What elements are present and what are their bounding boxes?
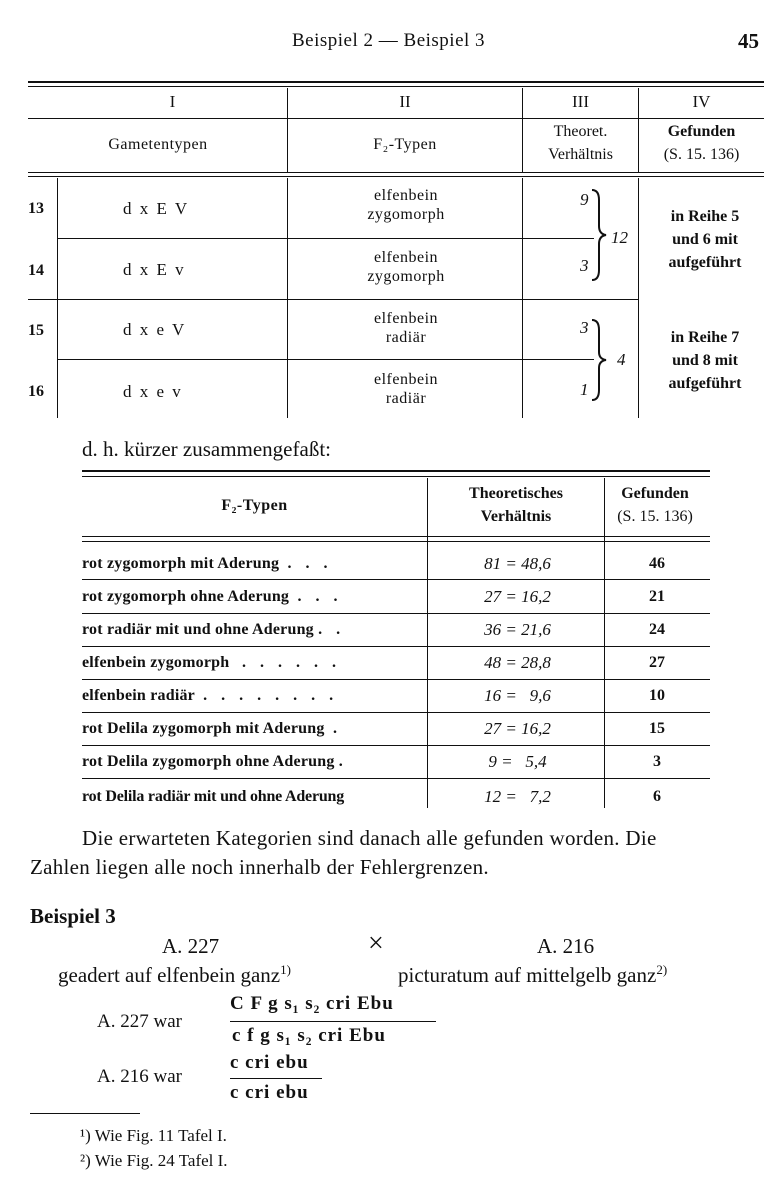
- gamete-type: d x e V: [123, 320, 187, 339]
- formula-2-denominator: c cri ebu: [230, 1082, 309, 1103]
- footnote-text: Wie Fig. 24 Tafel I.: [94, 1151, 228, 1170]
- found-note-line: aufgeführt: [668, 254, 742, 271]
- paragraph-line-1: Die erwarteten Kategorien sind danach alle gefunden worden. Die: [82, 826, 657, 850]
- f2-type-line2: zygomorph: [367, 206, 445, 223]
- table-row-found: 10: [649, 687, 665, 704]
- leader-dots: . . . . . .: [241, 654, 341, 671]
- table-row-found: 46: [649, 555, 665, 572]
- table2-header-seite: (S. 15. 136): [617, 508, 693, 525]
- table2-row-divider: [82, 679, 710, 680]
- row-label-text: rot Delila zygomorph mit Aderung: [82, 720, 325, 737]
- table2-header-f2: F₂-Typen: [221, 497, 288, 514]
- ratio-value: 3: [580, 256, 589, 275]
- table-row-label: [82, 588, 343, 606]
- footnote-rule: [30, 1113, 140, 1114]
- table2-top-rule-thin: [82, 476, 710, 477]
- table-row-ratio: 27 = 16,2: [484, 587, 551, 606]
- table-row-label: [82, 621, 345, 639]
- table-row-found: 24: [649, 621, 665, 638]
- table1-header-divider: [28, 118, 764, 119]
- footnote-2: [80, 1151, 228, 1171]
- found-note-2: [640, 326, 770, 395]
- table-row-found: 27: [649, 654, 665, 671]
- col-number-III: III: [572, 92, 589, 111]
- footnote-mark: ¹): [80, 1126, 91, 1145]
- table1-row-divider: [57, 359, 594, 360]
- row-label-text: elfenbein radiär: [82, 687, 195, 704]
- cross-symbol: ×: [368, 928, 384, 959]
- table-row-label: [82, 654, 341, 672]
- summary-intro: d. h. kürzer zusammengefaßt:: [82, 437, 331, 461]
- table2-row-divider: [82, 579, 710, 580]
- description-text: geadert auf elfenbein ganz: [58, 963, 281, 987]
- parent-2-description: [398, 962, 667, 988]
- header-gametentypen: Gametentypen: [108, 136, 208, 153]
- formula-2-label: A. 216 war: [97, 1066, 182, 1087]
- fraction-bar: [230, 1021, 436, 1022]
- running-head: Beispiel 2 — Beispiel 3: [292, 30, 486, 51]
- f2-type-line1: elfenbein: [373, 371, 439, 388]
- table-row-ratio: 9 = 5,4: [488, 752, 547, 771]
- table2-row-divider: [82, 712, 710, 713]
- gamete-type: d x E v: [123, 260, 186, 279]
- parent-1-description: [58, 962, 291, 988]
- header-theoret: Theoret.: [553, 123, 608, 140]
- table2-row-divider: [82, 646, 710, 647]
- row-label-text: elfenbein zygomorph: [82, 654, 230, 671]
- table-row-found: 21: [649, 588, 665, 605]
- page-number: 45: [738, 29, 759, 53]
- f2-type-line2: zygomorph: [367, 268, 445, 285]
- table2-row-divider: [82, 745, 710, 746]
- f2-type-line1: elfenbein: [373, 310, 439, 327]
- leader-dots: . .: [318, 621, 346, 638]
- row-number: 14: [28, 262, 44, 279]
- table-row-ratio: 36 = 21,6: [484, 620, 551, 639]
- col-number-I: I: [169, 92, 176, 111]
- ratio-value: 1: [580, 380, 589, 399]
- table-row-label: [82, 687, 338, 705]
- found-note-line: in Reihe 7: [670, 329, 740, 346]
- table-row-ratio: 16 = 9,6: [484, 686, 551, 705]
- table1-top-rule: [28, 81, 764, 83]
- ratio-value: 9: [580, 190, 589, 209]
- group-sum: 12: [611, 228, 628, 247]
- table-row-label: [82, 753, 348, 771]
- found-note-line: und 8 mit: [672, 352, 738, 369]
- table1-body-divider: [638, 178, 639, 418]
- footnote-text: Wie Fig. 11 Tafel I.: [94, 1126, 227, 1145]
- table2-header-rule: [82, 536, 710, 537]
- table1-top-rule-thin: [28, 86, 764, 87]
- table-row-found: 6: [653, 788, 661, 805]
- table1-header-bottom-rule-thin: [28, 176, 764, 177]
- table2-header-gefunden: Gefunden: [621, 485, 689, 502]
- row-number: 15: [28, 322, 44, 339]
- row-number: 16: [28, 383, 44, 400]
- row-label-text: rot Delila zygomorph ohne Aderung: [82, 753, 335, 770]
- row-number: 13: [28, 200, 44, 217]
- footnote-ref: 1): [280, 962, 291, 977]
- col-number-II: II: [399, 92, 411, 111]
- row-label-text: rot zygomorph ohne Aderung: [82, 588, 290, 605]
- table-row-ratio: 48 = 28,8: [484, 653, 551, 672]
- table-row-found: 15: [649, 720, 665, 737]
- ratio-value: 3: [580, 318, 589, 337]
- col-number-IV: IV: [692, 92, 711, 111]
- table2-row-divider: [82, 778, 710, 779]
- formula-1-numerator: C F g s₁ s₂ cri Ebu: [230, 993, 394, 1014]
- fraction-bar: [230, 1078, 322, 1079]
- f2-type-line2: radiär: [385, 329, 427, 346]
- table-row-found: 3: [653, 753, 661, 770]
- table-row-label: [82, 788, 344, 806]
- brace-group-1: [590, 188, 610, 282]
- table2-header-theor: Theoretisches: [469, 485, 563, 502]
- group-sum: 4: [617, 350, 626, 369]
- formula-1-denominator: c f g s₁ s₂ cri Ebu: [232, 1025, 386, 1046]
- header-seite: (S. 15. 136): [663, 146, 740, 163]
- leader-dots: . . .: [287, 555, 333, 572]
- table-row-ratio: 27 = 16,2: [484, 719, 551, 738]
- gamete-type: d x e v: [123, 382, 183, 401]
- table2-header-rule-thin: [82, 541, 710, 542]
- header-f2-typen: F₂-Typen: [373, 136, 437, 153]
- leader-dots: . . . . . . . .: [203, 687, 339, 704]
- leader-dots: . . .: [297, 588, 343, 605]
- table1-body-divider: [287, 178, 288, 418]
- leader-dots: .: [332, 720, 342, 737]
- table2-header-verhaeltnis: Verhältnis: [480, 508, 552, 525]
- header-verhaeltnis: Verhältnis: [548, 146, 613, 163]
- found-note-1: [640, 205, 770, 274]
- f2-type-line2: radiär: [385, 390, 427, 407]
- footnote-mark: ²): [80, 1151, 91, 1170]
- table1-header-bottom-rule: [28, 172, 764, 173]
- found-note-line: und 6 mit: [672, 231, 738, 248]
- found-note-line: aufgeführt: [668, 375, 742, 392]
- found-note-line: in Reihe 5: [670, 208, 740, 225]
- parent-2: A. 216: [537, 934, 595, 958]
- row-label-text: rot zygomorph mit Aderung: [82, 555, 280, 572]
- section-heading: Beispiel 3: [30, 904, 116, 928]
- table1-body-divider: [57, 178, 58, 418]
- table1-group-divider: [28, 299, 638, 300]
- table2-top-rule: [82, 470, 710, 472]
- formula-2-numerator: c cri ebu: [230, 1052, 309, 1073]
- table1-row-divider: [57, 238, 594, 239]
- f2-type-line1: elfenbein: [373, 187, 439, 204]
- table-row-label: [82, 720, 342, 738]
- table-row-ratio: 12 = 7,2: [484, 787, 551, 806]
- table2-row-divider: [82, 613, 710, 614]
- f2-type-line1: elfenbein: [373, 249, 439, 266]
- table-row-label: [82, 555, 333, 573]
- header-gefunden: Gefunden: [667, 123, 736, 140]
- row-label-text: rot radiär mit und ohne Aderung: [82, 621, 314, 638]
- table-row-ratio: 81 = 48,6: [484, 554, 551, 573]
- table1-body-divider: [522, 178, 523, 418]
- description-text: picturatum auf mittelgelb ganz: [398, 963, 657, 987]
- parent-1: A. 227: [162, 934, 220, 958]
- gamete-type: d x E V: [123, 199, 190, 218]
- leader-dots: .: [338, 753, 348, 770]
- paragraph-line-2: Zahlen liegen alle noch innerhalb der Fehlergrenzen.: [30, 855, 489, 879]
- formula-1-label: A. 227 war: [97, 1011, 182, 1032]
- brace-group-2: [590, 318, 610, 402]
- table2-col-divider: [427, 478, 428, 808]
- row-label-text: rot Delila radiär mit und ohne Aderung: [82, 788, 345, 805]
- footnote-1: [80, 1126, 227, 1146]
- footnote-ref: 2): [656, 962, 668, 977]
